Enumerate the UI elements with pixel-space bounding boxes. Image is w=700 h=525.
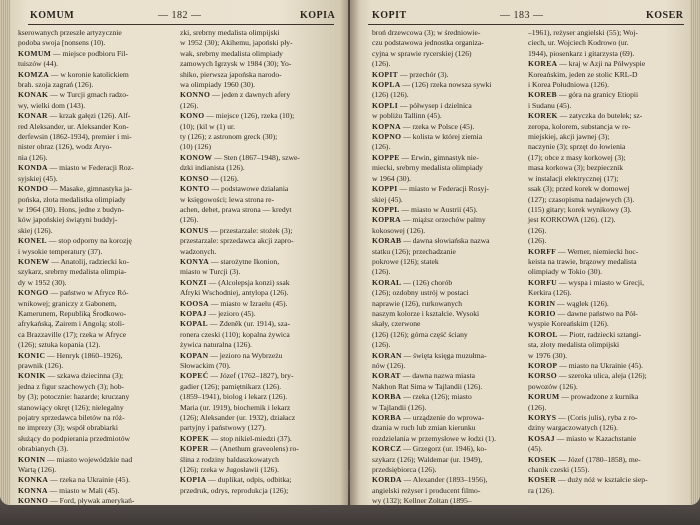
entry-line: sta, złoty medalista olimpijski — [528, 340, 620, 350]
entry-line: wyspie Koreańskim (126). — [528, 319, 609, 329]
headword: KONNA — [18, 485, 48, 495]
entry-line: KONEW — Anatolij, radziecki ko- — [18, 256, 129, 266]
headword: KOPEĆ — [180, 371, 209, 381]
entry-line: w księgowości; lewa strona re- — [180, 194, 275, 204]
entry-line: KORSO — szeroka ulica, aleja (126); — [528, 371, 647, 381]
headword: KOPLI — [372, 100, 398, 110]
headword: KOPER — [180, 444, 209, 454]
entry-line: KOSEK — Józef (1780–1858), me- — [528, 454, 641, 464]
entry-line: ca Brazzaville (17); rzeka w Afryce — [18, 329, 127, 339]
entry-line: ślina z rodziny baldaszkowatych — [180, 454, 279, 464]
headword: KONSO — [180, 173, 209, 183]
entry-line: ty (126); z astronom greck (30); — [180, 132, 278, 142]
entry-line: wnikowej; graniczy z Gabonem, — [18, 298, 117, 308]
entry-line: KOSER — duży nóż w kształcie siep- — [528, 475, 648, 485]
entry-line: Nakhon Rat Sima w Tajlandii (126). — [372, 381, 483, 391]
headword: KONYA — [180, 256, 210, 266]
headword: KONEW — [18, 256, 50, 266]
entry-line: zki, srebrny medalista olimpijski — [180, 28, 280, 37]
headword: KORAN — [372, 350, 402, 360]
entry-line: żywica naturalna (126). — [180, 340, 252, 350]
entry-line: KORIN — wąglek (126). — [528, 298, 609, 308]
headword: KOMZA — [18, 69, 50, 79]
entry-line: KOPNA — rzeka w Polsce (45). — [372, 121, 475, 131]
entry-line: KONAR — krzak gałęzi (126). Alf- — [18, 111, 131, 121]
entry-line: (126). — [528, 236, 547, 246]
entry-line: w 1964 (30). Hons, jedne z budyn- — [18, 204, 124, 214]
entry-line: KONKA — rzeka na Ukrainie (45). — [18, 475, 131, 485]
entry-line: KORAT — dawna nazwa miasta — [372, 371, 476, 381]
entry-line: w pobliżu Tallinn (45). — [372, 111, 442, 121]
entry-line: cyjna w sprawie rycerskiej (126) — [372, 48, 472, 58]
entry-line: (126). — [372, 340, 391, 350]
headword: KOSEK — [528, 454, 557, 464]
headword: KOPPL — [372, 204, 400, 214]
entry-line: KOPNO — kolista w której ziemia — [372, 132, 483, 142]
right-header-guideword-end: KOSER — [646, 10, 684, 21]
left-header-rule — [28, 24, 334, 25]
entry-line: KOOSA — miasto w Izraelu (45). — [180, 298, 288, 308]
entry-line: syjskiej (45). — [18, 173, 58, 183]
entry-line: wy (132); Kellner Zoltan (1895– — [372, 496, 472, 505]
headword: KORYS — [528, 413, 557, 423]
entry-line: (127); czasopisma nadajewych (3). — [528, 194, 635, 204]
entry-line: broń drzewcowa (3); w średniowie- — [372, 28, 481, 37]
entry-line: KOPLA — (126) rzeka nowsza sywki — [372, 80, 492, 90]
headword: KONEL — [18, 236, 47, 246]
headword: KONNO — [180, 90, 211, 100]
headword: KOMUM — [18, 48, 52, 58]
entry-line: naczynie (3); sprzęt do łowienia — [528, 142, 626, 152]
headword: KONOW — [180, 152, 213, 162]
entry-line: w Tajlandii (126). — [372, 402, 427, 412]
entry-line: KONEL — stop odporny na korozję — [18, 236, 132, 246]
entry-line: KOPPI — miasto w Federacji Rosyj- — [372, 184, 489, 194]
entry-line: wa olimpiady 1960 (30). — [180, 80, 256, 90]
headword: KOREB — [528, 90, 557, 100]
left-column-2 — [180, 28, 338, 496]
entry-line: Afryki Wschodniej, antylopa (126). — [180, 288, 289, 298]
headword: KONO — [180, 111, 205, 121]
entry-line: red Aleksander, ur. Aleksander Kon- — [18, 121, 129, 131]
entry-line: KONUS — przestarzale: stożek (3); — [180, 225, 293, 235]
entry-line: KORUM — prowadzone z kurnika — [528, 392, 639, 402]
entry-line: wak, srebrny medalista olimpiady — [180, 48, 283, 58]
entry-line: zeropa, kolorem, substancja w re- — [528, 121, 631, 131]
entry-line: skały, czerwone — [372, 319, 421, 329]
entry-line: nów (126). — [372, 361, 406, 370]
headword: KOPPI — [372, 184, 398, 194]
entry-line: naprawie (126), rurkowanych — [372, 298, 463, 308]
entry-line: ssak (3); przed korek w domowej — [528, 184, 630, 194]
entry-line: ra (126). — [528, 485, 555, 495]
headword: KORAL — [372, 277, 402, 287]
headword: KONGO — [18, 288, 49, 298]
entry-line: (126). — [528, 225, 547, 235]
entry-line: (126); Aleksander (ur. 1932), działacz — [180, 413, 296, 423]
entry-line: KORFF — Werner, niemiecki hoc- — [528, 246, 639, 256]
entry-line: i Sudanu (45). — [528, 100, 572, 110]
entry-line: prawnik (126). — [18, 361, 64, 370]
entry-line: kokosowej (126). — [372, 225, 426, 235]
entry-line: Maria (ur. 1919), biochemik i lekarz — [180, 402, 291, 412]
entry-line: Wartą (126). — [18, 465, 57, 475]
entry-line: naszym kolorze i kształcie. Wysoki — [372, 308, 480, 318]
entry-line: –1961), reżyser angielski (55); Woj- — [528, 28, 638, 37]
headword: KOPRA — [372, 215, 401, 225]
entry-line: tuiszów (44). — [18, 59, 59, 69]
entry-line: KOMZA — w koronie katolickiem — [18, 69, 129, 79]
entry-line: ciech, ur. Wojciech Kodrowo (ur. — [528, 38, 629, 48]
entry-line: (126); ozdobny ustrój w postaci — [372, 288, 469, 298]
entry-line: (17); obce z masy korkowej (3); — [528, 152, 626, 162]
entry-line: szykarz, srebrny medalista olimpia- — [18, 267, 127, 277]
headword: KORSO — [528, 371, 557, 381]
entry-line: KORBA — rzeka (126); miasto — [372, 392, 472, 402]
entry-line: szykarz (126); Waldemar (ur. 1949), — [372, 454, 483, 464]
right-page — [350, 0, 700, 505]
entry-line: (126). — [372, 142, 391, 152]
right-column-2 — [528, 28, 686, 496]
entry-line: KOPRA — miąższ orzechów palmy — [372, 215, 486, 225]
entry-line: (126); sztuka kopania (12). — [18, 340, 101, 350]
headword: KOPEK — [180, 433, 209, 443]
entry-line: KOREA — kraj w Azji na Półwyspie — [528, 59, 646, 69]
entry-line: pońska, złota medalistka olimpiady — [18, 194, 126, 204]
entry-line: by (3); potocznie: hazarde; kruczany — [18, 392, 130, 402]
headword: KONKA — [18, 475, 49, 485]
entry-line: pojatry sprzedawca biletów na róż- — [18, 413, 125, 423]
entry-line: KOPIT — przechór (3). — [372, 69, 449, 79]
entry-line: KONZI — (Alcolepsja konzi) ssak — [180, 277, 290, 287]
headword: KORBA — [372, 413, 402, 423]
left-header-guideword-start: KOMUM — [30, 10, 75, 21]
entry-line: KONIC — Henryk (1860–1926), — [18, 350, 123, 360]
entry-line: dzania w ruch lub zmian kierunku — [372, 423, 476, 433]
entry-line: w 1952 (30); Akihemu, japoński pły- — [180, 38, 293, 48]
entry-line: przedruk, odrys, reprodukcja (126); — [180, 485, 289, 495]
entry-line: w 1964 (30). — [372, 173, 412, 183]
page-edges-left — [0, 0, 10, 505]
entry-line: i Korea Południowa (126). — [528, 80, 609, 90]
entry-line: KOPEK — stop nikiel-miedzi (37). — [180, 433, 292, 443]
headword: KOPAN — [180, 350, 209, 360]
headword: KORBA — [372, 392, 402, 402]
entry-line: miasto w Turcji (3). — [180, 267, 241, 277]
entry-line: (126); rzeka w Jugosławii (126). — [180, 465, 279, 475]
entry-line: KONSO — (126). — [180, 173, 239, 183]
headword: KORUM — [528, 392, 560, 402]
entry-line: Kamerunem, Republiką Środkowo- — [18, 308, 127, 318]
right-page-number: — 183 — — [500, 10, 544, 21]
headword: KOPNO — [372, 132, 402, 142]
entry-line: KONNO — jeden z dawnych afery — [180, 90, 291, 100]
entry-line: olimpiady w Tokio (30). — [528, 267, 602, 277]
headword: KONNO — [18, 496, 49, 505]
entry-line: KONGO — państwo w Afryce Ró- — [18, 288, 129, 298]
left-page-number: — 182 — — [158, 10, 202, 21]
entry-line: (126). — [372, 267, 391, 277]
entry-line: brah. szoja zagrań (126). — [18, 80, 94, 90]
book-gutter — [340, 0, 360, 505]
entry-line: chanik czeski (155). — [528, 465, 590, 475]
entry-line: Słowackim (70). — [180, 361, 231, 370]
entry-line: dy w 1952 (30). — [18, 277, 67, 287]
left-page — [0, 0, 348, 505]
headword: KONZI — [180, 277, 207, 287]
entry-line: (126) (126); górna część ściany — [372, 329, 468, 339]
entry-line: statku (126); przechadzanie — [372, 246, 456, 256]
headword: KORFF — [528, 246, 557, 256]
entry-line: KORBA — urządzenie do wprowa- — [372, 413, 485, 423]
entry-line: KORFU — wyspa i miasto w Grecji, — [528, 277, 645, 287]
entry-line: wadzonych. — [180, 246, 217, 256]
headword: KORAT — [372, 371, 401, 381]
entry-line: (10) (126) — [180, 142, 211, 152]
entry-line: KONIK — szkawa dziecinna (3); — [18, 371, 124, 381]
entry-line: przestarzale: sprzedawca akcji zapro- — [180, 236, 294, 246]
entry-line: dzki indianista (126). — [180, 163, 245, 173]
entry-line: KONNO — Ford, pływak amerykań- — [18, 496, 135, 505]
headword: KORCZ — [372, 444, 402, 454]
entry-line: KOMUM — miejsce podbioru Fil- — [18, 48, 128, 58]
entry-line: KOROP — miasto na Ukrainie (45). — [528, 361, 643, 370]
entry-line: przedsiębiorca (126). — [372, 465, 437, 475]
entry-line: KOREB — góra na granicy Etiopii — [528, 90, 639, 100]
headword: KOOSA — [180, 298, 209, 308]
entry-line: KOPAL — Zdeněk (ur. 1914), sza- — [180, 319, 290, 329]
entry-line: derfewsin (1862-1934), premier i mi- — [18, 132, 132, 142]
entry-line: ronera czeski (110); kopalna żywica — [180, 329, 290, 339]
left-column-1 — [18, 28, 173, 505]
entry-line: afrykańską, Zairem i Angolą; stoli- — [18, 319, 125, 329]
entry-line: skiej (45). — [372, 194, 403, 204]
headword: KONTO — [180, 184, 210, 194]
entry-line: nister obraz (126), wodz Aryo- — [18, 142, 112, 152]
headword: KONUS — [180, 225, 209, 235]
entry-line: KOREK — zatyczka do butelek; sz- — [528, 111, 643, 121]
entry-line: 1944), piosenkarz i gitarzysta (69). — [528, 48, 635, 58]
headword: KOROP — [528, 361, 558, 370]
entry-line: rozdzielania w przemysłowe w łodzi (1). — [372, 433, 496, 443]
entry-line: KOPPL — miasto w Austrii (45). — [372, 204, 478, 214]
entry-line: (126) (126). — [372, 90, 409, 100]
entry-line: miejskiej, akcji jawnej (3); — [528, 132, 610, 142]
entry-line: KONYA — starożytne Ikonion, — [180, 256, 280, 266]
entry-line: KORAB — dawna słowiańska nazwa — [372, 236, 490, 246]
headword: KONIK — [18, 371, 46, 381]
headword: KONAK — [18, 90, 49, 100]
headword: KONIN — [18, 454, 46, 464]
headword: KOREK — [528, 111, 558, 121]
entry-line: KORAL — (126) chorób — [372, 277, 453, 287]
right-column-1 — [372, 28, 522, 505]
entry-line: KORCZ — Grzegorz (ur. 1946), ko- — [372, 444, 487, 454]
entry-line: KONAK — w Turcji gmach radzo- — [18, 90, 129, 100]
entry-line: w instalacji elektrycznej (17); — [528, 173, 619, 183]
headword: KONDA — [18, 163, 48, 173]
entry-line: ne imprezy (3); współ obrabiarki — [18, 423, 118, 433]
entry-line: podoba swoja [nonsens (10). — [18, 38, 106, 48]
headword: KOPNA — [372, 121, 401, 131]
entry-line: KOPAJ — jezioro (45). — [180, 308, 256, 318]
entry-line: (10); (kil w (1) ur. — [180, 121, 236, 131]
entry-line: (126). — [180, 215, 199, 225]
headword: KONIC — [18, 350, 46, 360]
entry-line: stanowiący okręt (126); nielegalny — [18, 402, 124, 412]
entry-line: KONDO — Masake, gimnastyka ja- — [18, 184, 132, 194]
entry-line: KONTO — podstawowe działania — [180, 184, 289, 194]
entry-line: jest KORKOWA (126). (12). — [528, 215, 616, 225]
entry-line: skiej (126). — [18, 225, 53, 235]
entry-line: pokrowe (126); statek — [372, 256, 439, 266]
headword: KORFU — [528, 277, 557, 287]
entry-line: achen, debet, prawa strona — kredyt — [180, 204, 292, 214]
entry-line: (126). — [180, 100, 199, 110]
right-header-guideword-start: KOPIT — [372, 10, 407, 21]
entry-line: (1859–1941), biolog i lekarz (126). — [180, 392, 288, 402]
right-header-rule — [368, 24, 684, 25]
entry-line: służący do podpierania przedmiotów — [18, 433, 130, 443]
entry-line: partyjny i państwowy (127). — [180, 423, 267, 433]
entry-line: KORYS — (Coris julis), ryba z ro- — [528, 413, 638, 423]
entry-line: angielski reżyser i producent filmo- — [372, 485, 481, 495]
entry-line: KOROL — Piotr, radziecki sztangi- — [528, 329, 642, 339]
entry-line: miecki, srebrny medalista olimpiady — [372, 163, 483, 173]
entry-line: (115) gitary; korek wynikowy (3). — [528, 204, 632, 214]
entry-line: obrabianych (3). — [18, 444, 69, 454]
headword: KORIN — [528, 298, 556, 308]
entry-line: dziny wargaczowatych (126). — [528, 423, 618, 433]
entry-line: shiko, pierwsza japońska narodo- — [180, 69, 282, 79]
entry-line: nia (126). — [18, 152, 48, 162]
entry-line: KORAN — święta księga muzułma- — [372, 350, 487, 360]
headword: KOPAL — [180, 319, 208, 329]
headword: KOROL — [528, 329, 558, 339]
headword: KOSER — [528, 475, 557, 485]
entry-line: ków japońskiej świątyni buddyj- — [18, 215, 118, 225]
entry-line: KORDA — Alexander (1893–1956), — [372, 475, 488, 485]
right-page-header — [350, 10, 700, 24]
headword: KORDA — [372, 475, 402, 485]
headword: KOPLA — [372, 80, 401, 90]
headword: KOREA — [528, 59, 558, 69]
headword: KONAR — [18, 111, 48, 121]
headword: KORAB — [372, 236, 402, 246]
entry-line: (45). — [528, 444, 543, 454]
entry-line: KOSAJ — miasto w Kazachstanie — [528, 433, 637, 443]
entry-line: wy, wielki dom (143). — [18, 100, 86, 110]
entry-line: Koreańskim, jeden ze stolic KRL-D — [528, 69, 638, 79]
entry-line: Kerkira (126). — [528, 288, 572, 298]
headword: KONDO — [18, 184, 49, 194]
entry-line: KOPLI — półwysep i dzielnica — [372, 100, 472, 110]
entry-line: KOPEĆ — Józef (1762–1827), bry- — [180, 371, 294, 381]
entry-line: powozów (126). — [528, 381, 578, 391]
entry-line: KONOW — Sten (1867–1948), szwe- — [180, 152, 300, 162]
entry-line: KOPAN — jezioro na Wybrzeżu — [180, 350, 283, 360]
entry-line: gadier (126); pamiętnikarz (126). — [180, 381, 282, 391]
entry-line: zamowych Igrzysk w 1984 (30); Yo- — [180, 59, 292, 69]
entry-line: KOPPE — Erwin, gimnastyk nie- — [372, 152, 479, 162]
headword: KOPAJ — [180, 308, 207, 318]
entry-line: i wysokie temperatury (37). — [18, 246, 103, 256]
entry-line: kserowanych przeszłe artyzycznie — [18, 28, 122, 37]
left-header-guideword-end: KOPIA — [300, 10, 336, 21]
entry-line: w 1976 (30). — [528, 350, 568, 360]
entry-line: masa korkowa (3); bezpiecznik — [528, 163, 624, 173]
entry-line: KORIO — dawne państwo na Pół- — [528, 308, 638, 318]
headword: KORIO — [528, 308, 556, 318]
entry-line: KONDA — miasto w Federacji Roz- — [18, 163, 134, 173]
entry-line: KOPER — (Anethum graveolens) ro- — [180, 444, 299, 454]
entry-line: (126). — [528, 402, 547, 412]
entry-line: KOPIA — duplikat, odpis, odbitka; — [180, 475, 292, 485]
page-edges-right — [690, 0, 700, 505]
entry-line: czu podstawowa jednostka organiza- — [372, 38, 484, 48]
entry-line: KONO — miejsce (126), rzeka (10); — [180, 111, 295, 121]
headword: KOPIT — [372, 69, 398, 79]
headword: KOPPE — [372, 152, 400, 162]
entry-line: (126). — [372, 59, 391, 69]
entry-line: jedna z figur szachowych (3); hob- — [18, 381, 125, 391]
entry-line: KONIN — miasto wojewódzkie nad — [18, 454, 133, 464]
entry-line: keista na trawie, brązowy medalista — [528, 256, 637, 266]
entry-line: KONNA — miasto w Mali (45). — [18, 485, 120, 495]
headword: KOSAJ — [528, 433, 555, 443]
left-page-header — [0, 10, 348, 24]
headword: KOPIA — [180, 475, 207, 485]
